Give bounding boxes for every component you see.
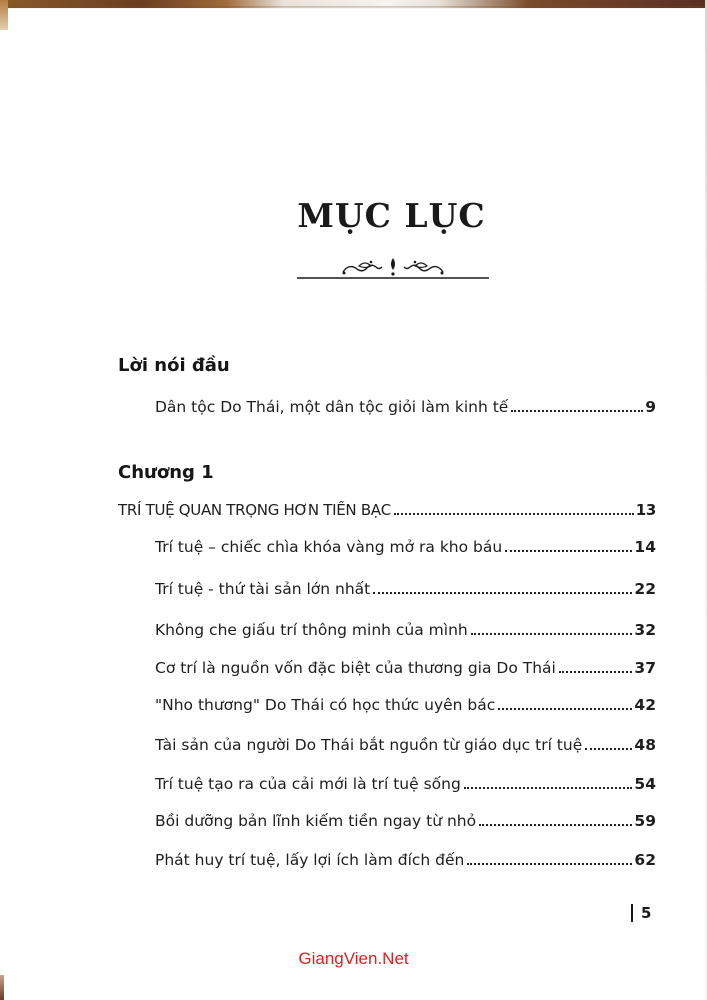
toc-entry-label: Trí tuệ tạo ra của cải mới là trí tuệ sống: [155, 775, 461, 793]
page-corner-top-left: [0, 0, 8, 30]
toc-entry[interactable]: [155, 775, 656, 793]
toc-entry-label: Dân tộc Do Thái, một dân tộc giỏi làm kinh tế: [155, 398, 509, 416]
toc-entry-label: Trí tuệ - thứ tài sản lớn nhất: [155, 580, 371, 598]
toc-entry[interactable]: [155, 696, 656, 714]
dot-leader: [511, 410, 643, 412]
preface-heading: Lời nói đầu: [118, 355, 230, 376]
toc-entry[interactable]: [155, 812, 656, 830]
page-top-shadow: [0, 6, 707, 9]
toc-entry-page: 37: [634, 659, 656, 677]
toc-entry[interactable]: [155, 851, 656, 869]
toc-entry-page: 22: [634, 580, 656, 598]
dot-leader: [373, 592, 632, 594]
toc-entry[interactable]: [155, 580, 656, 598]
dot-leader: [394, 513, 634, 515]
page-corner-bottom-left: [0, 975, 4, 1000]
dot-leader: [471, 633, 633, 635]
toc-entry-page: 9: [645, 398, 656, 416]
toc-entry-page: 59: [634, 812, 656, 830]
toc-entry[interactable]: [155, 736, 656, 754]
page-number-divider: [631, 904, 633, 922]
toc-entry-label: Bồi dưỡng bản lĩnh kiếm tiền ngay từ nhỏ: [155, 812, 477, 830]
chapter-title-label: TRÍ TUỆ QUAN TRỌNG HƠN TIỀN BẠC: [118, 501, 391, 519]
dot-leader: [464, 787, 633, 789]
toc-entry-label: Trí tuệ – chiếc chìa khóa vàng mở ra kho báu: [155, 538, 503, 556]
toc-entry-page: 54: [634, 775, 656, 793]
toc-entry-page: 62: [634, 851, 656, 869]
toc-entry-page: 14: [634, 538, 656, 556]
watermark: GiangVien.Net: [298, 949, 409, 968]
toc-entry-label: Cơ trí là nguồn vốn đặc biệt của thương gia Do Thái: [155, 659, 556, 677]
toc-entry-page: 42: [634, 696, 656, 714]
chapter-title-page: 13: [635, 501, 656, 519]
dot-leader: [467, 863, 632, 865]
toc-entry-label: Phát huy trí tuệ, lấy lợi ích làm đích đến: [155, 851, 465, 869]
flourish-divider-icon: [297, 252, 489, 282]
dot-leader: [498, 708, 632, 710]
toc-entry[interactable]: [155, 659, 656, 677]
dot-leader: [585, 748, 632, 750]
page-number-value: 5: [641, 904, 652, 922]
dot-leader: [505, 550, 632, 552]
toc-entry-page: 32: [634, 621, 656, 639]
toc-entry-label: Tài sản của người Do Thái bắt nguồn từ giáo dục trí tuệ: [155, 736, 583, 754]
toc-entry-label: Không che giấu trí thông minh của mình: [155, 621, 468, 639]
page-title: MỤC LỤC: [297, 196, 486, 235]
toc-entry-preface[interactable]: [155, 398, 656, 416]
toc-entry-label: "Nho thương" Do Thái có học thức uyên bác: [155, 696, 496, 714]
toc-entry[interactable]: [155, 621, 656, 639]
toc-entry[interactable]: [155, 538, 656, 556]
dot-leader: [559, 671, 633, 673]
toc-entry-page: 48: [634, 736, 656, 754]
chapter-1-heading: Chương 1: [118, 462, 214, 483]
toc-chapter-1-title[interactable]: [118, 501, 656, 519]
page-number: [631, 904, 651, 922]
dot-leader: [479, 824, 632, 826]
